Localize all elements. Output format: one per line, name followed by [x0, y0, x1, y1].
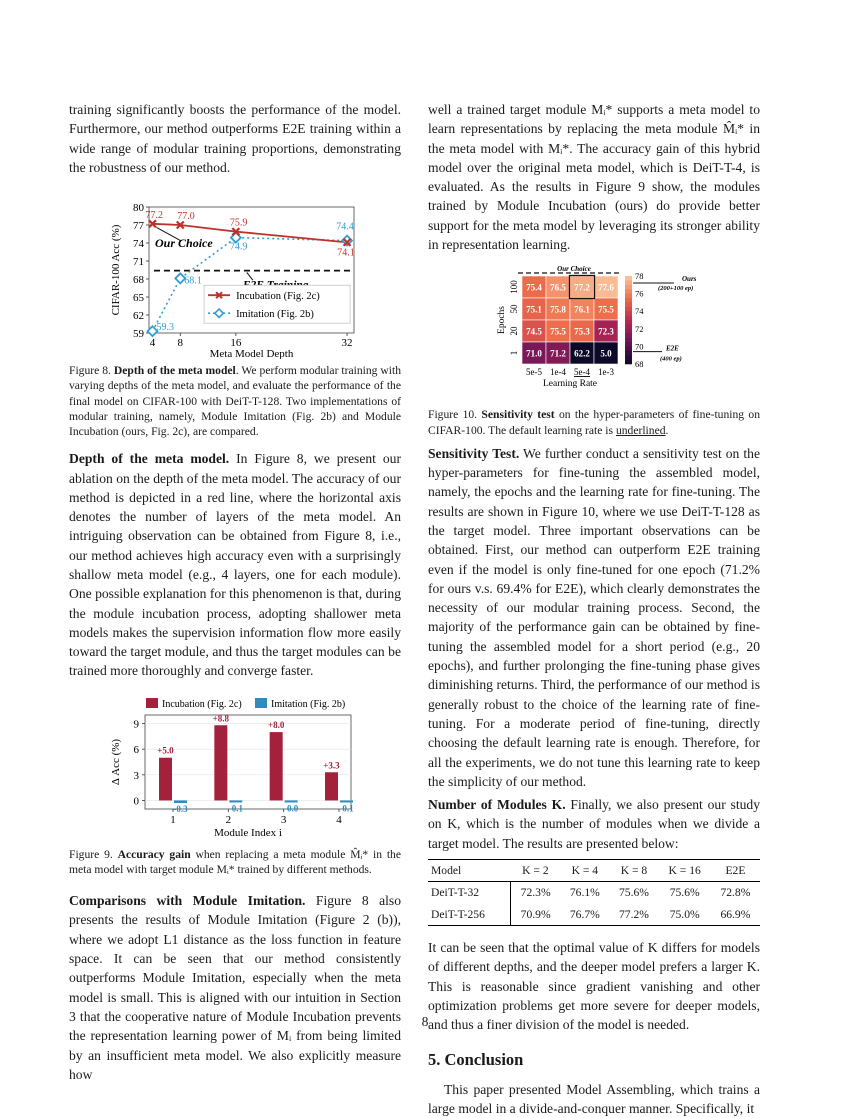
fig9-caption-text: when replacing a meta module M̂ᵢ* in the meta model with target module Mᵢ* trained by different methods.: [69, 847, 401, 876]
fig10-y-tick-label: 50: [509, 304, 519, 314]
fig9-y-label: Δ Acc (%): [110, 738, 122, 785]
comparison-text: Figure 8 also presents the results of Module Imitation (Figure 2 (b)), where we adopt L1 distance as the loss function in feature space. It can be seen that our method consistently outperforms Module Imitation, especially when the meta model is small. This is aligned with our intuition in Section 3 that the cooperative nature of Module Incubation prevents the representation learning power of Mᵢ from being limited by an insufficient meta model. We also explicitly measure how: [69, 893, 401, 1082]
fig9-bar-incubation: [270, 732, 283, 800]
fig10-colorbar-segment: [625, 298, 632, 303]
fig9-bar-imitation: [285, 800, 298, 802]
fig10-colorbar-segment: [625, 329, 632, 334]
fig8-incubation-label: 77.0: [177, 211, 195, 223]
fig9-legend-imitation-swatch: [255, 698, 267, 708]
fig10-heatmap-value: 75.8: [550, 304, 566, 315]
fig9-y-tick-label: 3: [133, 769, 139, 782]
fig10-heatmap-value: 71.2: [550, 348, 566, 359]
fig10-heatmap-value: 75.5: [550, 326, 566, 337]
fig10-colorbar-segment: [625, 338, 632, 343]
fig10-colorbar-segment: [625, 285, 632, 290]
figure-9-caption: [69, 847, 401, 877]
fig9-legend-incubation-swatch: [146, 698, 158, 708]
table-cell: 75.6%: [669, 886, 700, 900]
fig8-y-tick-label: 80: [133, 202, 144, 215]
fig10-ours-label: Ours: [682, 275, 697, 284]
fig9-bar-imitation-label: -0.1: [339, 803, 354, 814]
fig8-y-tick-label: 65: [133, 292, 144, 305]
conclusion-heading: 5. Conclusion: [428, 1050, 524, 1070]
fig10-heatmap-value: 75.3: [574, 326, 590, 337]
fig9-legend-incubation-text: Incubation (Fig. 2c): [162, 698, 242, 710]
fig8-y-tick-label: 68: [133, 274, 144, 287]
fig10-colorbar-tick: 74: [635, 306, 644, 317]
fig10-x-tick-label: 5e-5: [526, 367, 542, 378]
table-cell: 72.8%: [720, 886, 751, 900]
fig9-bar-incubation: [159, 757, 172, 800]
table-row: [428, 882, 760, 904]
figure-8-caption: [69, 363, 401, 439]
sensitivity-paragraph: [428, 444, 760, 791]
fig10-heatmap-value: 75.5: [598, 304, 614, 315]
fig10-colorbar-segment: [625, 347, 632, 352]
modules-table: [428, 859, 760, 926]
depth-paragraph: [69, 449, 401, 681]
table-cell: 75.0%: [659, 904, 711, 926]
table-cell: 76.7%: [560, 904, 609, 926]
fig10-ours-note: (200+100 ep): [658, 285, 694, 293]
fig8-our-choice-annotation: Our Choice: [155, 236, 213, 251]
fig9-bar-incubation-label: +3.3: [323, 760, 340, 771]
fig10-heatmap-value: 77.2: [574, 282, 590, 293]
fig9-bar-imitation: [340, 800, 353, 802]
fig8-imitation-label: 74.9: [229, 241, 248, 253]
fig10-heatmap-value: 76.5: [550, 282, 566, 293]
fig10-heatmap-value: 75.4: [526, 282, 542, 293]
fig10-caption-end: .: [665, 423, 669, 437]
depth-text: In Figure 8, we present our ablation on the depth of the meta model. The accuracy of our method is depicted in a red line, where the horizontal axis denotes the number of layers of the meta model. An intriguing observation can be obtained from Figure 8, i.e., our method achieves high accuracy even with a surprisingly shallow meta model (e.g., 4 layers, one for each module). One possible explanation for this phenomenon is that, during the module incubation process, adopting shallower meta models makes the supervision information flow more easily toward the target module, and thus the target modules can be trained more thoroughly and converge faster.: [69, 451, 401, 679]
fig8-incubation-label: 77.2: [145, 209, 163, 221]
fig10-heatmap-value: 62.2: [574, 348, 590, 359]
table-cell: 76.1%: [569, 886, 600, 900]
depth-heading: Depth of the meta model.: [69, 451, 230, 467]
comparison-paragraph: [69, 891, 401, 1084]
sensitivity-text: We further conduct a sensitivity test on the hyper-parameters for fine-tuning the assembled model, namely, the epochs and the learning rate for fine-tuning. The results are shown in Figure 10, where we use DeiT-T-128 as the target model. Three important observations can be obtained. First, our method can outperform E2E training even if the model is only fine-tuned for one epoch (71.2% for ours v.s. 69.4% for E2E), which clearly demonstrates the necessity of our modular training process. Second, the majority of the performance gain can be obtained by fine-tuning the assembled model for a short period (e.g., 20 epochs), and further prolonging the fine-tuning phase gives diminishing returns. Third, the performance of our method is generally robust to the choice of the learning rate of fine-tuning. For a moderate period of fine-tuning, directly choosing the default learning rate is enough. Therefore, for all the experiments, we do not tune this learning rate to keep the simplicity of our method.: [428, 445, 760, 789]
fig9-bar-incubation: [214, 725, 227, 800]
table-cell: 72.3%: [520, 886, 551, 900]
fig10-e2e-note: (400 ep): [660, 356, 682, 364]
fig10-heatmap-value: 72.3: [598, 326, 614, 337]
fig10-caption-text: on the hyper-parameters of fine-tuning on CIFAR-100. The default learning rate is: [428, 408, 760, 437]
fig10-colorbar-segment: [625, 325, 632, 330]
fig9-bar-imitation-label: -0.0: [284, 803, 299, 814]
fig8-caption-label: Figure 8.: [69, 364, 111, 378]
fig8-y-label: CIFAR-100 Acc (%): [110, 224, 122, 316]
fig10-y-tick-label: 20: [509, 326, 519, 336]
fig8-x-tick-label: 4: [149, 337, 156, 350]
table-header-cell: Model: [428, 860, 511, 882]
fig8-imitation-label: 68.1: [184, 275, 202, 287]
after-table-paragraph: It can be seen that the optimal value of K differs for models of different depths, and the deeper model prefers a larger K. This is reasonable since gradient vanishing and other optimization problems get more severe for deeper models, and thus a finer division of the model is needed.: [428, 939, 760, 1033]
right-column: [428, 100, 760, 1118]
fig10-colorbar-tick: 78: [635, 271, 644, 282]
table-cell: DeiT-T-32: [428, 882, 511, 904]
fig10-colorbar-segment: [625, 312, 632, 317]
modules-heading: Number of Modules K.: [428, 797, 566, 813]
fig10-colorbar-segment: [625, 316, 632, 321]
fig9-bar-incubation: [325, 772, 338, 800]
fig10-our-choice-label: Our Choice: [557, 265, 591, 274]
table-cell: 66.9%: [711, 904, 760, 926]
fig10-colorbar-tick: 68: [635, 359, 644, 370]
table-header-cell: K = 8: [609, 860, 658, 882]
fig8-incubation-label: 74.1: [337, 247, 355, 259]
table-header-cell: K = 4: [560, 860, 609, 882]
fig10-y-label: Epochs: [497, 306, 507, 335]
fig10-colorbar-tick: 76: [635, 288, 644, 299]
fig8-y-tick-label: 77: [133, 220, 144, 233]
fig10-colorbar-segment: [625, 334, 632, 339]
fig10-colorbar-segment: [625, 276, 632, 281]
fig10-x-tick-label: 5e-4: [574, 367, 590, 378]
conclusion-paragraph: This paper presented Model Assembling, which trains a large model in a divide-and-conquer manner. Specifically, it: [428, 1081, 760, 1116]
fig10-x-label: Learning Rate: [542, 379, 598, 390]
table-cell: 75.6%: [618, 886, 649, 900]
fig9-bar-imitation-label: -0.3: [173, 803, 188, 814]
fig10-heatmap-value: 76.1: [574, 304, 590, 315]
figure-8-chart: [69, 193, 401, 359]
fig8-imitation-label: 74.4: [336, 221, 354, 233]
fig10-colorbar-segment: [625, 290, 632, 295]
page-number: 8: [421, 1014, 429, 1029]
fig9-plot-frame: [145, 715, 351, 809]
fig10-colorbar-segment: [625, 320, 632, 325]
figure-8: [69, 193, 401, 359]
fig8-y-tick-label: 71: [133, 256, 144, 269]
fig9-bar-incubation-label: +8.0: [267, 719, 285, 730]
left-column: [69, 100, 401, 1084]
table-header-cell: K = 2: [511, 860, 561, 882]
fig9-x-label: Module Index i: [214, 826, 282, 839]
fig10-y-tick-label: 1: [509, 351, 519, 356]
fig10-caption-label: Figure 10.: [428, 408, 478, 422]
fig9-caption-label: Figure 9.: [69, 847, 113, 861]
fig10-colorbar-segment: [625, 281, 632, 286]
fig10-caption-underlined: underlined: [615, 423, 666, 437]
right-paragraph-1: well a trained target module Mᵢ* supports a meta model to learn representations by replacing the meta module M̂ᵢ* in the meta model with Mᵢ*. The accuracy gain of this hybrid model over the original meta model, which is DeiT-T-4, is evaluated. As the results in Figure 9 show, the modules trained by Module Incubation (ours) do provide better support for the meta model by leveraging its stronger ability in representation learning.: [428, 102, 760, 253]
fig10-colorbar-segment: [625, 307, 632, 312]
fig8-x-tick-label: 8: [177, 337, 184, 350]
fig8-y-tick-label: 59: [133, 328, 144, 341]
comparison-heading: Comparisons with Module Imitation.: [69, 893, 306, 909]
fig9-bar-incubation-label: +5.0: [157, 745, 174, 756]
fig9-y-tick-label: 6: [133, 743, 139, 756]
fig8-incubation-label: 75.9: [229, 217, 248, 229]
fig8-legend-imitation-text: Imitation (Fig. 2b): [236, 309, 314, 321]
fig8-caption-text: . We perform modular training with varying depths of the meta model, and evaluate the performance of the final model on CIFAR-100 with DeiT-T-128. Two implementations of modular training, namely, Module Imitation (Fig. 2b) and Module Incubation (ours, Fig. 2c), are compared.: [69, 364, 401, 438]
fig10-heatmap-value: 74.5: [526, 326, 542, 337]
table-cell: 70.9%: [511, 904, 561, 926]
table-header-cell: E2E: [711, 860, 760, 882]
fig10-heatmap-value: 5.0: [600, 348, 612, 359]
fig9-y-tick-label: 9: [133, 718, 139, 731]
fig10-colorbar-segment: [625, 294, 632, 299]
fig9-bar-imitation: [174, 800, 187, 803]
fig10-caption-title: Sensitivity test: [481, 408, 555, 422]
figure-10-caption: [428, 407, 760, 437]
table-row: [428, 904, 760, 926]
fig9-x-tick-label: 4: [336, 813, 342, 826]
fig10-heatmap-value: 75.1: [526, 304, 542, 315]
fig8-y-tick-label: 74: [133, 238, 144, 251]
sensitivity-heading: Sensitivity Test.: [428, 445, 520, 461]
fig10-e2e-label: E2E: [666, 345, 679, 354]
fig10-colorbar-segment: [625, 342, 632, 347]
table-cell: DeiT-T-256: [428, 904, 511, 926]
fig9-caption-title: Accuracy gain: [117, 847, 191, 861]
fig9-bar-incubation-label: +8.8: [212, 713, 230, 724]
left-paragraph-1: training significantly boosts the performance of the model. Furthermore, our method outperforms E2E training within a wide range of modular training proportions, demonstrating the robustness of our method.: [69, 102, 401, 175]
fig8-caption-title: Depth of the meta model: [113, 364, 236, 378]
fig8-imitation-label: 59.3: [156, 322, 174, 334]
fig8-x-tick-label: 32: [341, 337, 353, 350]
fig10-colorbar-segment: [625, 360, 632, 365]
fig8-y-tick-label: 62: [133, 310, 144, 323]
fig8-x-label: Meta Model Depth: [209, 348, 294, 360]
fig9-bar-imitation: [229, 800, 242, 802]
fig10-colorbar-segment: [625, 356, 632, 361]
table-header-cell: K = 16: [659, 860, 711, 882]
fig10-y-tick-label: 100: [509, 280, 519, 295]
fig10-colorbar-segment: [625, 351, 632, 356]
figure-10: [428, 262, 760, 404]
table-cell: 77.2%: [609, 904, 658, 926]
fig10-heatmap-value: 77.6: [598, 282, 614, 293]
fig10-colorbar-segment: [625, 303, 632, 308]
figure-9-chart: [69, 691, 401, 839]
fig9-legend-imitation-text: Imitation (Fig. 2b): [271, 698, 346, 710]
fig10-colorbar-tick: 72: [635, 324, 644, 335]
fig8-legend-incubation-text: Incubation (Fig. 2c): [236, 291, 320, 303]
fig8-x-tick-label: 16: [230, 337, 242, 350]
fig10-colorbar-tick: 70: [635, 341, 644, 352]
fig9-bar-imitation-label: -0.1: [228, 803, 243, 814]
figure-9: [69, 691, 401, 839]
table-header-row: [428, 860, 760, 882]
fig9-x-tick-label: 3: [280, 813, 287, 826]
fig9-y-tick-label: 0: [133, 795, 139, 808]
modules-paragraph: [428, 795, 760, 853]
fig9-x-tick-label: 2: [225, 813, 232, 826]
figure-10-chart: [428, 262, 760, 404]
modules-text: Finally, we also present our study on K, which is the number of modules when we divide a target model. The results are presented below:: [428, 797, 760, 851]
fig10-heatmap-value: 71.0: [526, 348, 542, 359]
fig10-x-tick-label: 1e-4: [550, 367, 566, 378]
fig10-x-tick-label: 1e-3: [598, 367, 614, 378]
fig9-x-tick-label: 1: [170, 813, 176, 826]
